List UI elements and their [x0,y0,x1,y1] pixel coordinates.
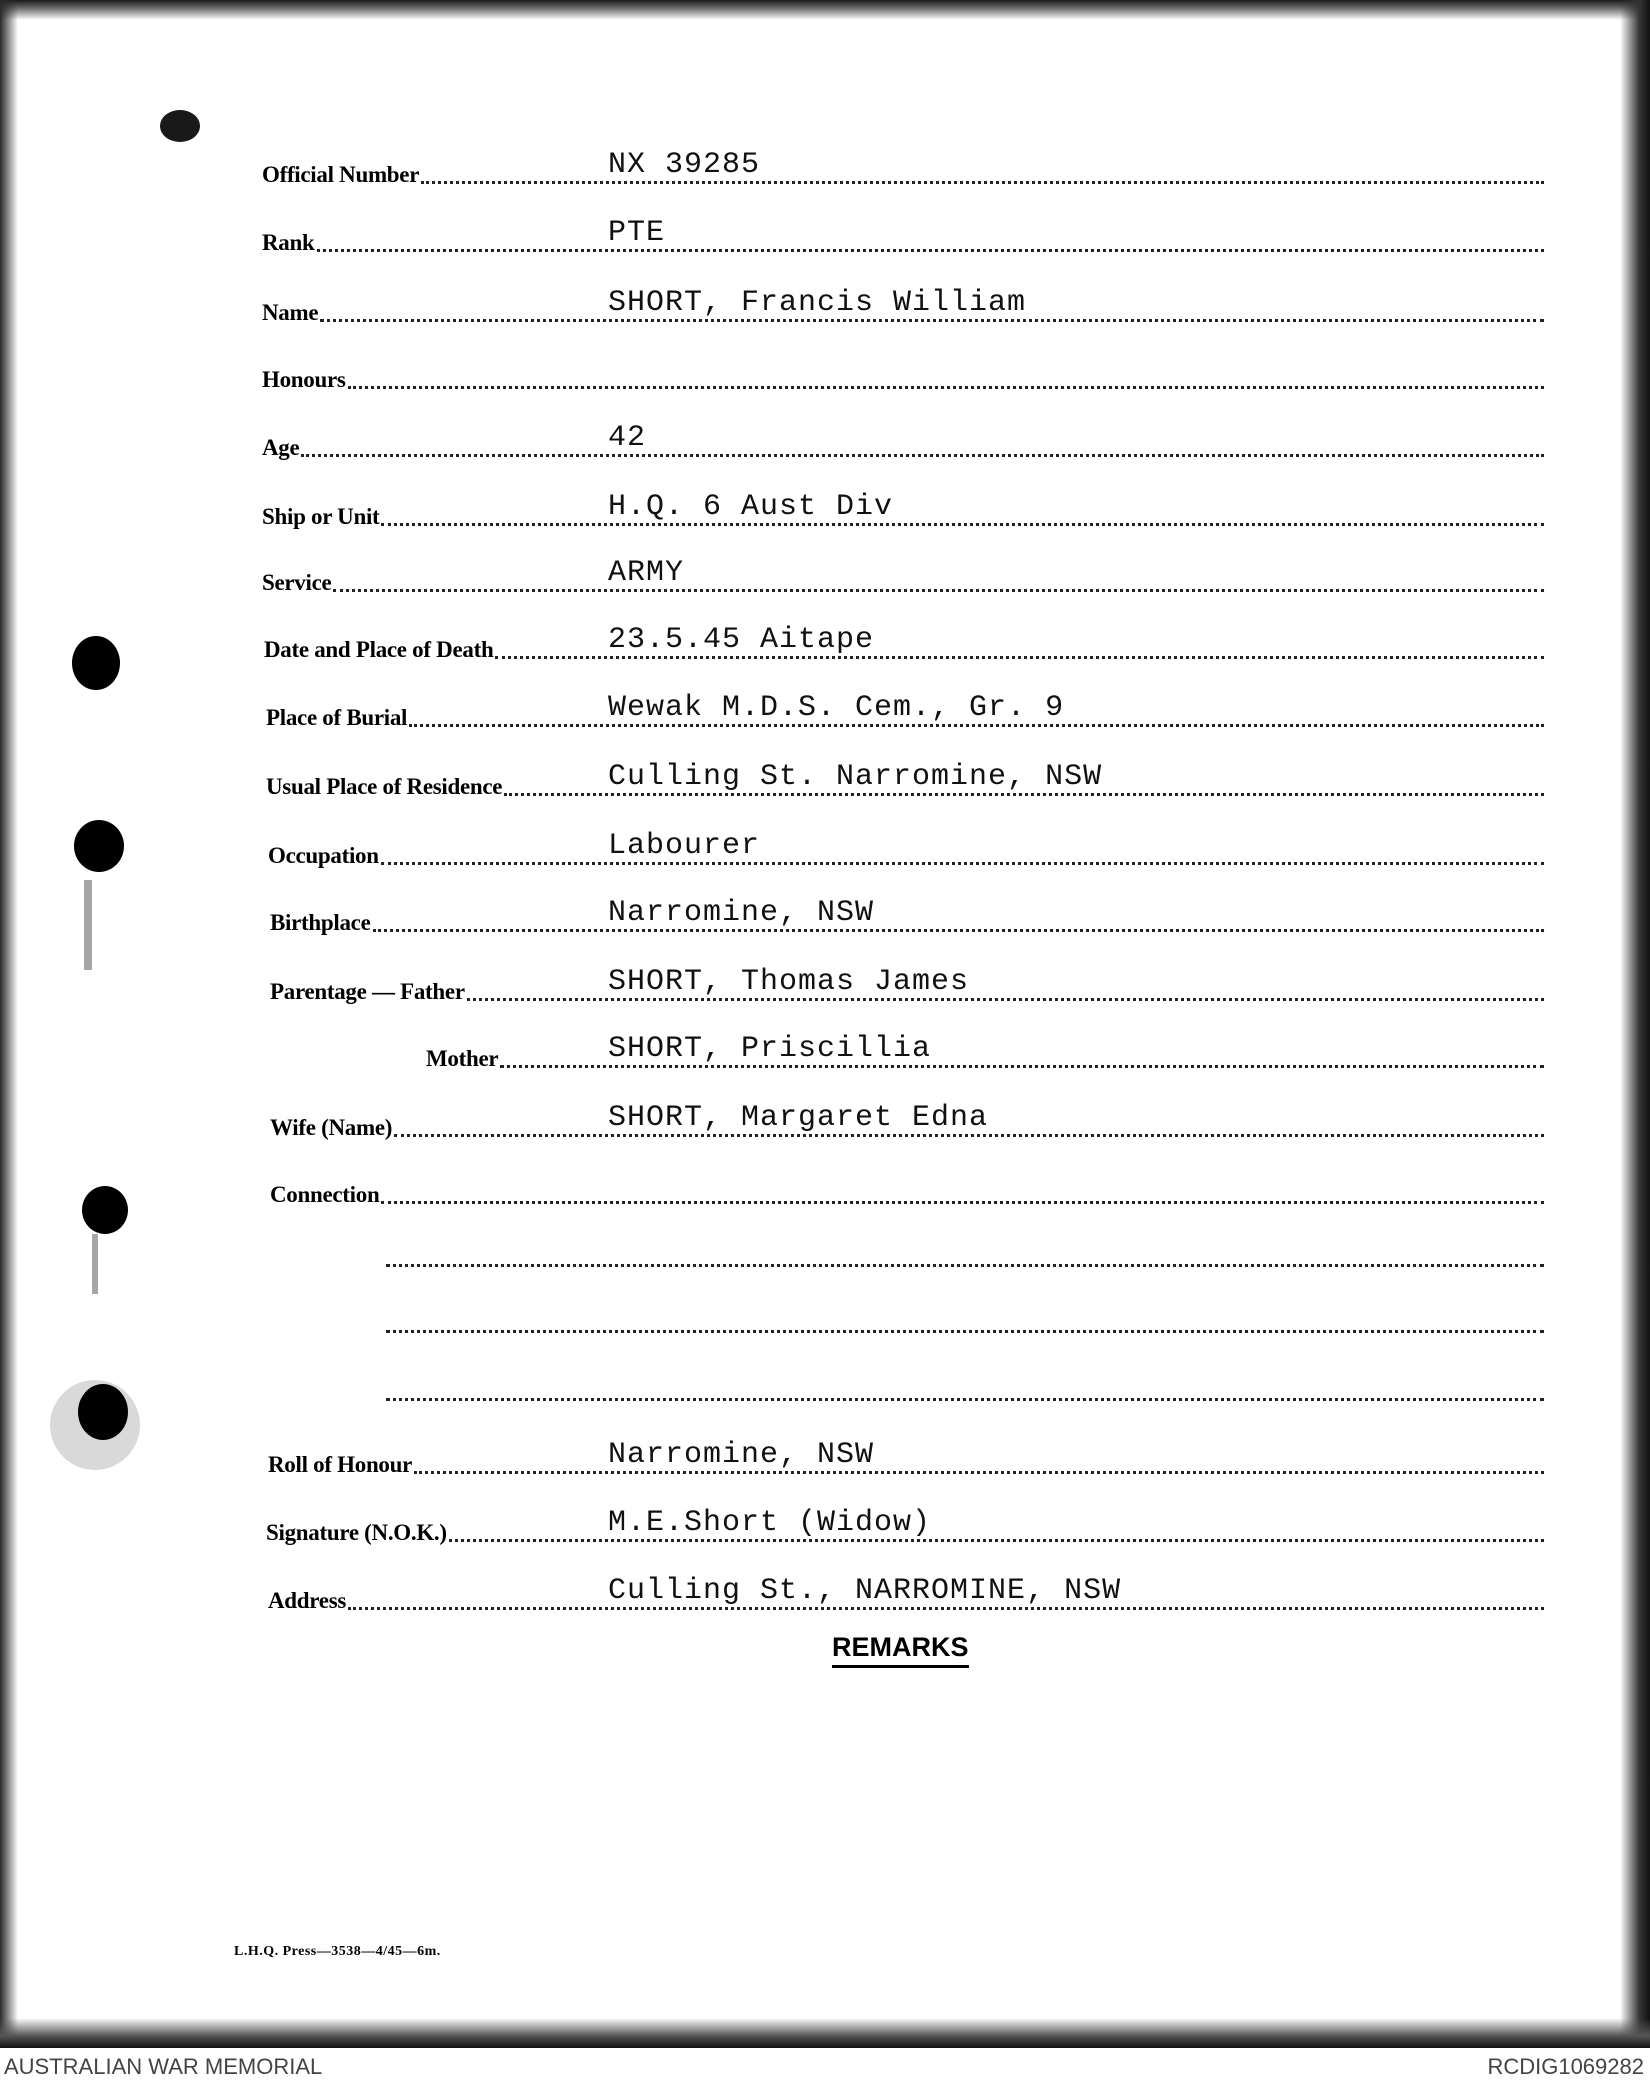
field-dotted-line [381,862,1544,865]
field-label: Ship or Unit [262,504,380,529]
field-place-of-burial [0,691,1650,735]
field-age [0,421,1650,465]
field-value: SHORT, Francis William [608,286,1027,320]
field-date-and-place-of-death [0,623,1650,667]
scan-smudge-1 [160,110,200,142]
field-value: ARMY [608,556,685,590]
field-label: Honours [262,367,346,392]
field-dotted-line [421,181,1544,184]
field-label: Parentage — Father [270,979,465,1004]
field-dotted-line [381,1201,1544,1204]
field-value: Labourer [608,829,761,863]
field-dotted-line [373,929,1544,932]
field-dotted-line [333,589,1544,592]
field-value: NX 39285 [608,148,761,182]
field-wife-name [0,1101,1650,1145]
remarks-heading: REMARKS [832,1632,969,1668]
print-code: L.H.Q. Press—3538—4/45—6m. [234,1944,441,1959]
field-label: Wife (Name) [270,1115,393,1140]
scan-edge-top [0,0,1650,20]
field-label: Mother [426,1046,499,1071]
scan-smudge-3 [92,1234,98,1294]
field-label: Service [262,570,332,595]
field-dotted-line [381,523,1544,526]
field-value: Culling St. Narromine, NSW [608,760,1103,794]
field-value: Wewak M.D.S. Cem., Gr. 9 [608,691,1065,725]
field-value: 42 [608,421,647,455]
field-label: Signature (N.O.K.) [266,1520,447,1545]
field-label: Birthplace [270,910,371,935]
field-address [0,1574,1650,1618]
field-occupation [0,829,1650,873]
field-value: H.Q. 6 Aust Div [608,490,894,524]
field-parentage-father [0,965,1650,1009]
field-label: Roll of Honour [268,1452,413,1477]
connection-line-2 [386,1264,1544,1267]
field-label: Official Number [262,162,420,187]
field-honours [0,357,1650,397]
field-label: Occupation [268,843,379,868]
field-value: 23.5.45 Aitape [608,623,875,657]
field-label: Connection [270,1182,380,1207]
field-label: Rank [262,230,315,255]
field-dotted-line [317,249,1544,252]
field-value: Narromine, NSW [608,896,875,930]
field-signature-n-o-k [0,1506,1650,1550]
field-value: SHORT, Margaret Edna [608,1101,989,1135]
footer-id: RCDIG1069282 [1487,2054,1644,2079]
field-usual-place-of-residence [0,760,1650,804]
field-birthplace [0,896,1650,940]
field-dotted-line [414,1471,1544,1474]
field-label: Date and Place of Death [264,637,494,662]
field-connection [0,1172,1650,1212]
field-value: Narromine, NSW [608,1438,875,1472]
field-label: Name [262,300,319,325]
field-value: SHORT, Priscillia [608,1032,932,1066]
field-label: Usual Place of Residence [266,774,503,799]
field-name [0,286,1650,330]
field-value: M.E.Short (Widow) [608,1506,932,1540]
field-label: Age [262,435,300,460]
field-dotted-line [301,454,1544,457]
field-ship-or-unit [0,490,1650,534]
field-label: Place of Burial [266,705,408,730]
field-value: Culling St., NARROMINE, NSW [608,1574,1122,1608]
footer [0,2048,1650,2082]
field-mother [0,1032,1650,1076]
connection-line-3 [386,1330,1544,1333]
field-value: PTE [608,216,666,250]
footer-source: AUSTRALIAN WAR MEMORIAL [4,2054,323,2079]
field-service [0,556,1650,600]
scan-edge-bottom [0,2018,1650,2048]
field-roll-of-honour [0,1438,1650,1482]
field-label: Address [268,1588,346,1613]
field-rank [0,216,1650,260]
field-official-number [0,148,1650,192]
connection-line-4 [386,1398,1544,1401]
field-value: SHORT, Thomas James [608,965,970,999]
field-dotted-line [348,386,1544,389]
